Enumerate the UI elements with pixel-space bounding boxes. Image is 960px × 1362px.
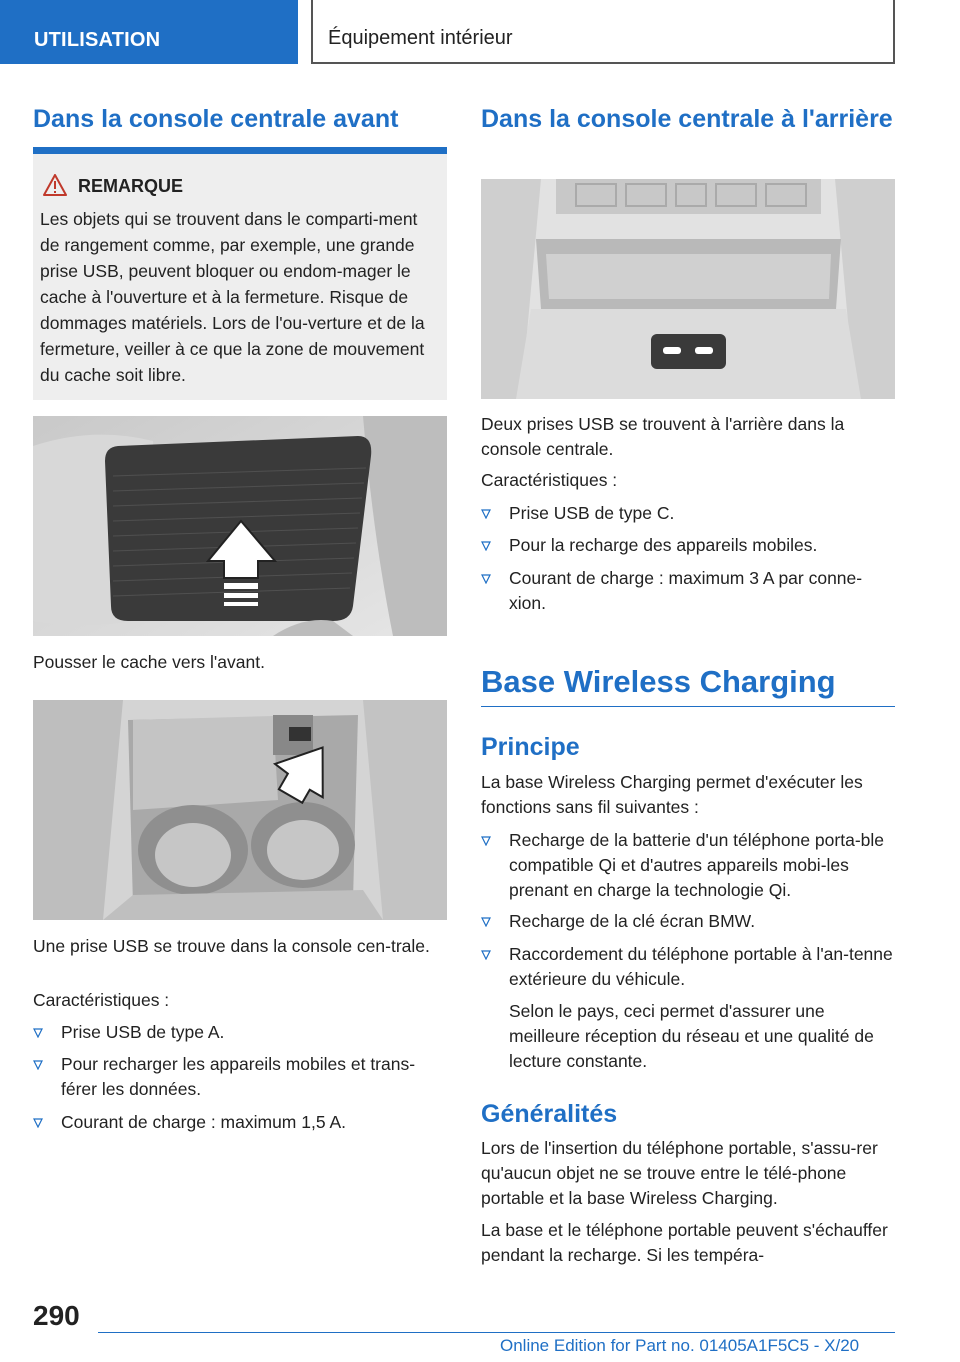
bullet-triangle-icon bbox=[33, 1110, 43, 1128]
wireless-item-1 bbox=[481, 828, 895, 903]
warning-icon bbox=[43, 174, 67, 201]
wireless-item-3 bbox=[481, 942, 895, 992]
front-console-heading: Dans la console centrale avant bbox=[33, 105, 399, 133]
general-heading: Généralités bbox=[481, 1100, 618, 1128]
feature-text: Prise USB de type A. bbox=[61, 1022, 225, 1042]
wireless-item-2 bbox=[481, 909, 895, 934]
caption-push-cover: Pousser le cache vers l'avant. bbox=[33, 652, 265, 672]
rear-console-heading: Dans la console centrale à l'arrière bbox=[481, 105, 893, 133]
rear-feature-1 bbox=[481, 501, 895, 526]
front-features-label: Caractéristiques : bbox=[33, 990, 170, 1010]
principle-text: La base Wireless Charging permet d'exécuter les fonctions sans fil suivantes : bbox=[481, 772, 863, 817]
page-number: 290 bbox=[33, 1300, 80, 1331]
item-text: Raccordement du téléphone portable à l'an-tenne extérieure du véhicule. bbox=[509, 944, 893, 989]
section-tab bbox=[0, 0, 298, 64]
section-title: UTILISATION bbox=[34, 29, 161, 51]
bullet-triangle-icon bbox=[481, 501, 491, 519]
caption-front-usb: Une prise USB se trouve dans la console cen-trale. bbox=[33, 936, 430, 956]
chapter-tab bbox=[311, 0, 895, 64]
note-title: REMARQUE bbox=[78, 176, 184, 196]
wireless-item-3-detail: Selon le pays, ceci permet d'assurer une meilleure réception du réseau et une qualité de lecture constante. bbox=[509, 1001, 874, 1071]
front-feature-3 bbox=[33, 1110, 447, 1135]
feature-text: Courant de charge : maximum 3 A par conne-xion. bbox=[509, 568, 863, 613]
feature-text: Prise USB de type C. bbox=[509, 503, 675, 523]
note-body: Les objets qui se trouvent dans le comparti-ment de rangement comme, par exemple, une grande prise USB, peuvent bloquer ou endom-mager le cache à l'ouverture et à la fermeture. Risque de dommages matériels. Lors de l'ou-verture et de la fermeture, veiller à ce que la zone de mouvement du cache soit libre. bbox=[40, 209, 425, 385]
bullet-triangle-icon bbox=[481, 909, 491, 927]
wireless-charging-title: Base Wireless Charging bbox=[481, 664, 836, 699]
chapter-title: Équipement intérieur bbox=[328, 27, 513, 49]
feature-text: Courant de charge : maximum 1,5 A. bbox=[61, 1112, 346, 1132]
principle-heading: Principe bbox=[481, 733, 580, 761]
edition-link[interactable]: Online Edition for Part no. 01405A1F5C5 - X/20 bbox=[500, 1336, 860, 1355]
rear-feature-3 bbox=[481, 566, 895, 616]
front-feature-1 bbox=[33, 1020, 447, 1045]
rear-features-label: Caractéristiques : bbox=[481, 470, 618, 490]
rear-feature-2 bbox=[481, 533, 895, 558]
general-paragraph-2: La base et le téléphone portable peuvent s'échauffer pendant la recharge. Si les tempéra- bbox=[481, 1220, 888, 1265]
bullet-triangle-icon bbox=[33, 1052, 43, 1070]
console-cover-image bbox=[33, 416, 447, 636]
feature-text: Pour recharger les appareils mobiles et trans-férer les données. bbox=[61, 1054, 416, 1099]
rear-usb-image bbox=[481, 179, 895, 399]
bullet-triangle-icon bbox=[481, 566, 491, 584]
bullet-triangle-icon bbox=[481, 533, 491, 551]
feature-text: Pour la recharge des appareils mobiles. bbox=[509, 535, 818, 555]
caption-rear-usb: Deux prises USB se trouvent à l'arrière dans la console centrale. bbox=[481, 414, 845, 459]
general-paragraph-1: Lors de l'insertion du téléphone portable, s'assu-rer qu'aucun objet ne se trouve entre le télé-phone portable et la base Wireless Charging. bbox=[481, 1138, 878, 1208]
bullet-triangle-icon bbox=[481, 828, 491, 846]
bullet-triangle-icon bbox=[481, 942, 491, 960]
bullet-triangle-icon bbox=[33, 1020, 43, 1038]
item-text: Recharge de la clé écran BMW. bbox=[509, 911, 756, 931]
footer-rule bbox=[98, 1332, 895, 1333]
warning-note bbox=[33, 147, 447, 400]
front-feature-2 bbox=[33, 1052, 447, 1102]
front-usb-image bbox=[33, 700, 447, 920]
title-rule bbox=[481, 706, 895, 707]
item-text: Recharge de la batterie d'un téléphone porta-ble compatible Qi et d'autres appareils mobi-les prenant en charge la technologie Qi. bbox=[509, 830, 884, 900]
